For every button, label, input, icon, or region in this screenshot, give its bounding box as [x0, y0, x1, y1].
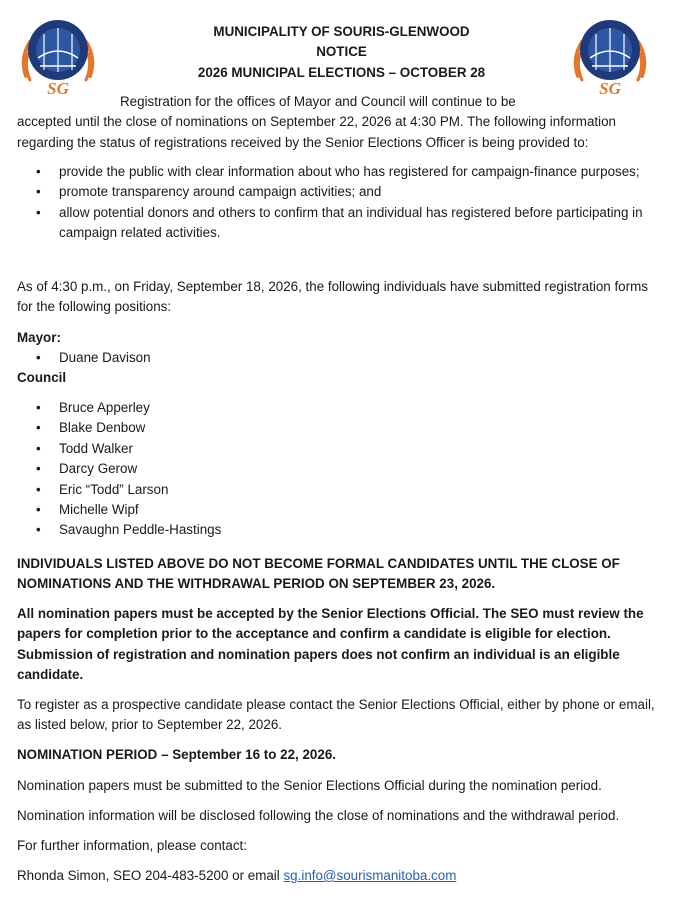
- council-registrant: • Darcy Gerow: [17, 459, 667, 479]
- nomination-period-heading: NOMINATION PERIOD – September 16 to 22, 2026.: [17, 747, 336, 762]
- header-municipality: MUNICIPALITY OF SOURIS-GLENWOOD: [213, 24, 470, 39]
- mayor-list: [17, 348, 667, 368]
- notice-header: [0, 22, 683, 83]
- purpose-list: [17, 162, 667, 244]
- header-election: 2026 MUNICIPAL ELECTIONS – OCTOBER 28: [197, 64, 486, 80]
- formal-candidates-warning: INDIVIDUALS LISTED ABOVE DO NOT BECOME FORMAL CANDIDATES UNTIL THE CLOSE OF NOMINATIONS AND THE WITHDRAWAL PERIOD ON SEPTEMBER 23, 2026.: [17, 556, 620, 592]
- mayor-heading: Mayor:: [17, 330, 61, 345]
- council-registrant: • Todd Walker: [17, 439, 667, 459]
- purpose-item: • provide the public with clear information about who has registered for campaign-finance purposes;: [17, 162, 667, 182]
- contact-email-link[interactable]: sg.info@sourismanitoba.com: [283, 868, 457, 883]
- intro-rest: accepted until the close of nominations on September 22, 2026 at 4:30 PM. The following information regarding the status of registrations received by the Senior Elections Officer is being provided to:: [17, 114, 616, 150]
- council-registrant: • Bruce Apperley: [17, 398, 667, 418]
- intro-line-1: Registration for the offices of Mayor and Council will continue to be: [120, 94, 516, 109]
- purpose-item: • allow potential donors and others to confirm that an individual has registered before participating in campaign related activities.: [17, 203, 667, 244]
- council-registrant: • Eric “Todd” Larson: [17, 480, 667, 500]
- intro-paragraph: [17, 92, 667, 153]
- council-registrant: • Blake Denbow: [17, 418, 667, 438]
- further-info-paragraph: For further information, please contact:: [17, 838, 247, 853]
- council-registrant: • Savaughn Peddle-Hastings: [17, 520, 667, 540]
- mayor-registrant: • Duane Davison: [17, 348, 667, 368]
- council-heading: Council: [17, 370, 67, 385]
- disclosure-paragraph: Nomination information will be disclosed following the close of nominations and the withdrawal period.: [17, 808, 620, 823]
- nomination-papers-paragraph: All nomination papers must be accepted by the Senior Elections Official. The SEO must review the papers for completion prior to the acceptance and confirm a candidate is eligible for election. Submission of registration and nomination papers does not confirm an individual is an eligible candidate.: [17, 606, 644, 683]
- submission-paragraph: Nomination papers must be submitted to the Senior Elections Official during the nomination period.: [17, 778, 602, 793]
- as-of-paragraph: As of 4:30 p.m., on Friday, September 18, 2026, the following individuals have submitted registration forms for the following positions:: [17, 279, 648, 315]
- logo-initials: SG: [599, 79, 621, 98]
- purpose-item: • promote transparency around campaign activities; and: [17, 182, 667, 202]
- council-registrant: • Michelle Wipf: [17, 500, 667, 520]
- contact-details: Rhonda Simon, SEO 204-483-5200 or email: [17, 868, 284, 883]
- register-paragraph: To register as a prospective candidate please contact the Senior Elections Official, either by phone or email, as listed below, prior to September 22, 2026.: [17, 697, 655, 733]
- contact-line: [17, 866, 667, 886]
- council-list: [17, 398, 667, 541]
- header-notice: NOTICE: [316, 44, 367, 60]
- logo-initials: SG: [47, 79, 69, 98]
